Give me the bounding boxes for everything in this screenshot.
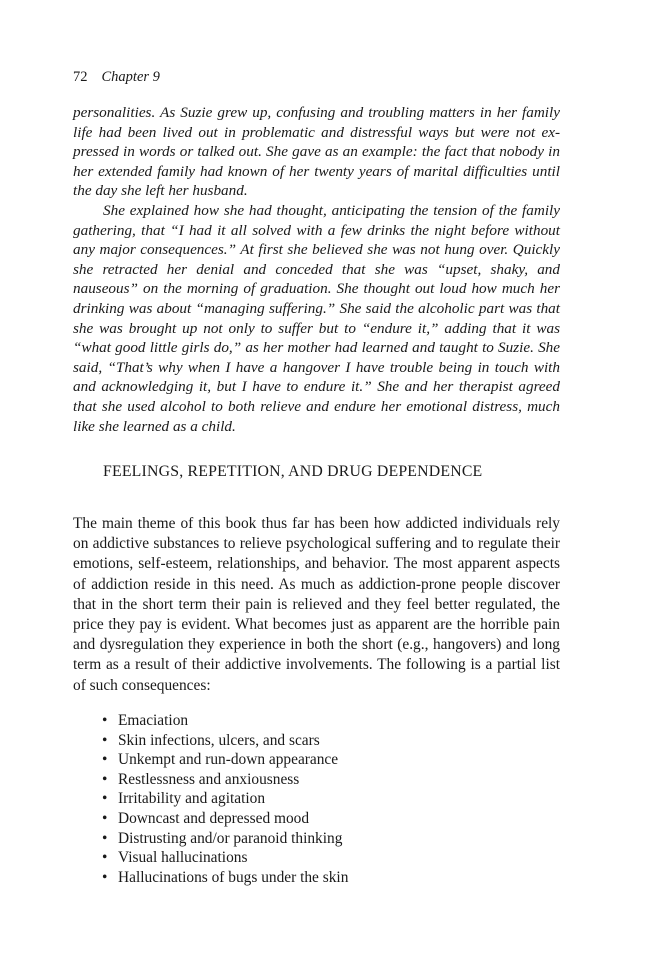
narrative-paragraph: personalities. As Suzie grew up, confusing and troubling matters in her family life had been lived out in problematic and distressful ways but were not expressed in words or talked out. She gave as an example: the fact that nobody in her extended family had known of her twenty years of marital difficulties until the day she left her husband. <box>73 104 560 200</box>
list-item: • Unkempt and run-down appearance <box>102 750 348 770</box>
section-body <box>73 514 560 696</box>
running-head <box>73 68 160 86</box>
body-paragraph: The main theme of this book thus far has been how addicted individuals rely on addictive substances to relieve psychological suffering and to regulate their emotions, self-esteem, relationships, and behavior. The most apparent aspects of addiction reside in this need. As much as addiction-prone people discover that in the short term their pain is relieved and they feel better regulated, the price they pay is evident. What becomes just as apparent are the horrible pain and dysregulation they experience in both the short (e.g., hangovers) and long term as a result of their addictive involvements. The following is a partial list of such consequences: <box>73 515 560 694</box>
list-item: • Irritability and agitation <box>102 789 348 809</box>
list-item: • Downcast and depressed mood <box>102 809 348 829</box>
list-item: • Emaciation <box>102 711 348 731</box>
case-narrative <box>73 103 560 436</box>
chapter-label: Chapter 9 <box>101 69 160 85</box>
list-item: • Distrusting and/or paranoid thinking <box>102 829 348 849</box>
page-number: 72 <box>73 69 88 85</box>
list-item: • Hallucinations of bugs under the skin <box>102 868 348 888</box>
consequences-list <box>102 711 348 887</box>
list-item: • Visual hallucinations <box>102 848 348 868</box>
list-item: • Restlessness and anxiousness <box>102 770 348 790</box>
list-item: • Skin infections, ulcers, and scars <box>102 731 348 751</box>
section-heading: FEELINGS, REPETITION, AND DRUG DEPENDENCE <box>103 463 483 480</box>
narrative-paragraph: She explained how she had thought, anticipating the tension of the family gathering, that “I had it all solved with a few drinks the night before without any major consequences.” At first she believed she was not hung over. Quickly she retracted her denial and conceded that she was “upset, shaky, and nauseous” on the morning of graduation. She thought out loud how much her drinking was about “managing suffering.” She said the alcoholic part was that she was brought up not only to suffer but to “endure it,” adding that it was “what good little girls do,” as her mother had learned and taught to Suzie. She said, “That’s why when I have a hangover I have trouble being in touch with and acknowledging it, but I have to endure it.” She and her therapist agreed that she used alcohol to both relieve and endure her emotional distress, much like she learned as a child. <box>73 201 560 435</box>
